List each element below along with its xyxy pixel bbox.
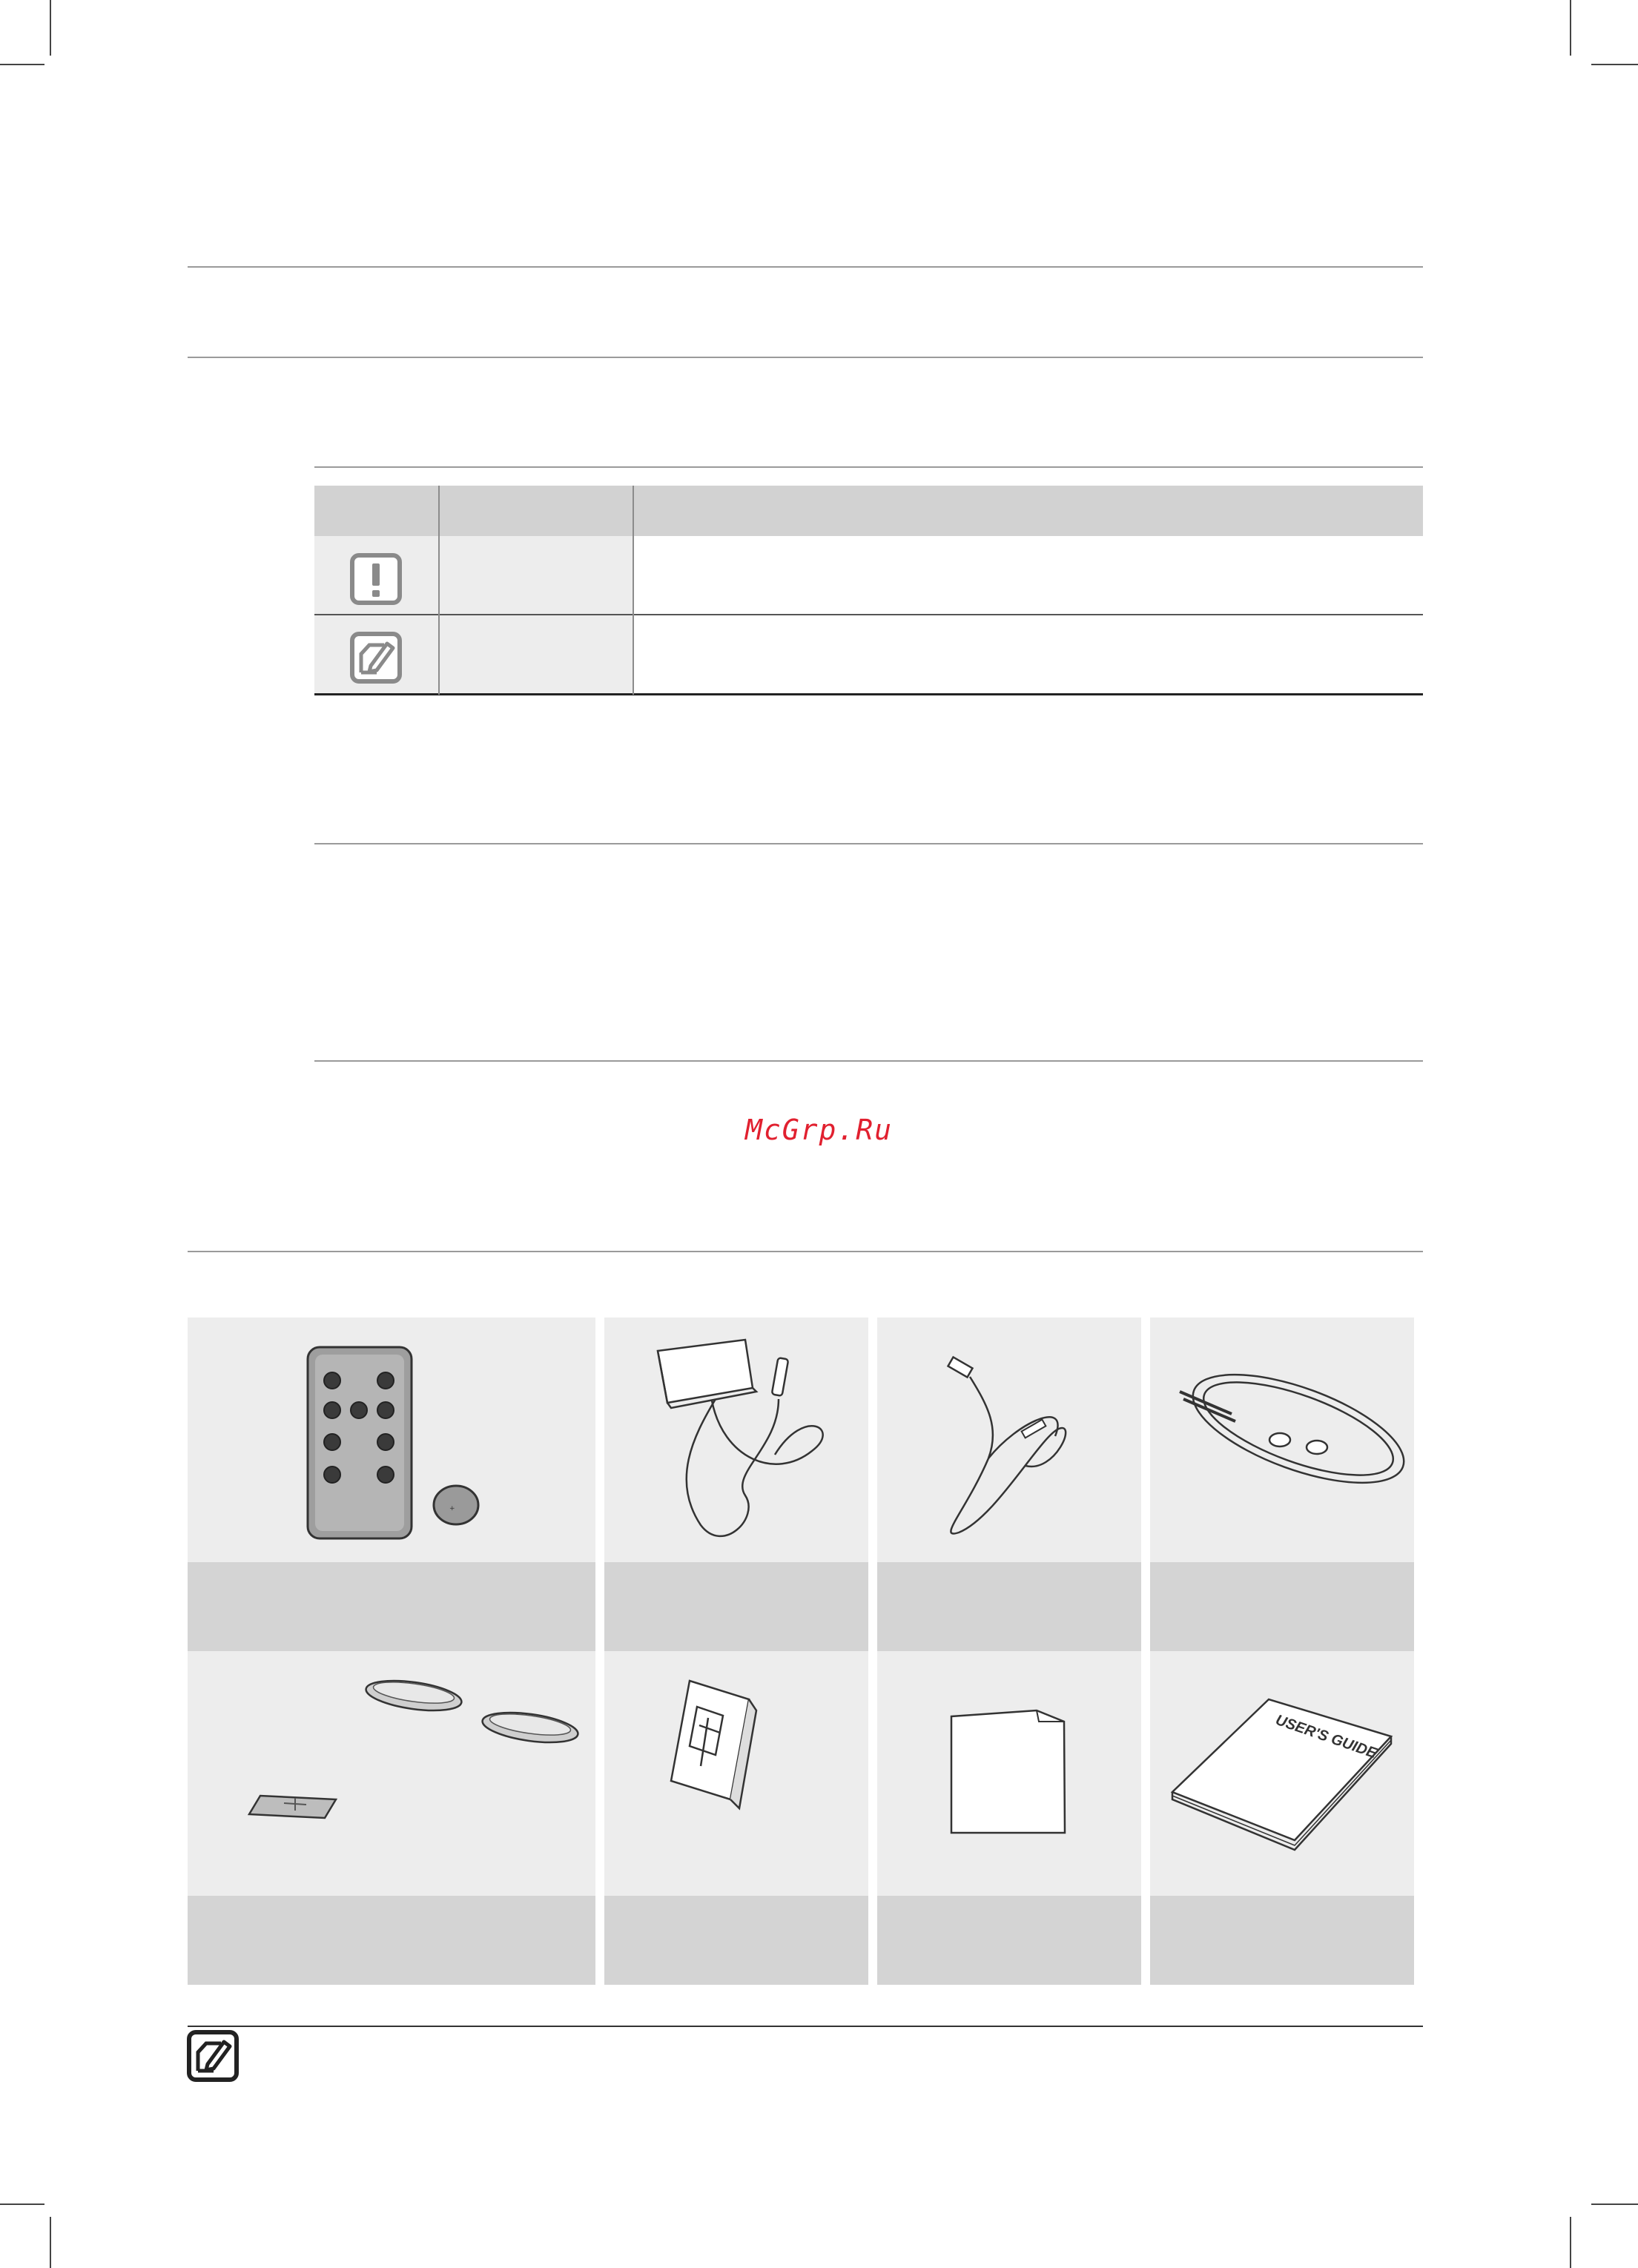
remote-control-icon (188, 1318, 595, 1562)
table-column-divider (633, 486, 634, 695)
crop-mark (0, 2203, 44, 2205)
section-rule-top (188, 357, 1423, 358)
component-cell-adapter (604, 1318, 868, 1562)
component-caption-remote (188, 1562, 595, 1651)
component-caption-adapter (604, 1562, 868, 1651)
component-cell-remote (188, 1318, 595, 1562)
component-cell-card (877, 1651, 1141, 1896)
component-cell-core (604, 1651, 868, 1896)
note-icon (350, 632, 402, 684)
component-caption-card (877, 1896, 1141, 1985)
caution-icon (350, 553, 402, 605)
book-cover-text: USER'S GUIDE (1273, 1711, 1379, 1762)
component-caption-core (604, 1896, 868, 1985)
section-rule-top (188, 266, 1423, 268)
crop-mark (50, 0, 51, 56)
component-cell-pads (188, 1651, 595, 1896)
users-guide-icon (1150, 1651, 1414, 1896)
note-rule (188, 2026, 1423, 2027)
component-cell-audio (1150, 1318, 1414, 1562)
crop-mark (1591, 2203, 1638, 2205)
table-row-caution-term-cell (439, 536, 633, 615)
component-caption-usb (877, 1562, 1141, 1651)
component-cell-guide (1150, 1651, 1414, 1896)
audio-cable-icon (1150, 1318, 1414, 1562)
component-caption-audio (1150, 1562, 1414, 1651)
table-header-row (314, 486, 1423, 536)
warranty-card-icon (877, 1651, 1141, 1896)
note-icon (187, 2030, 239, 2082)
table-row-note-term-cell (439, 615, 633, 694)
crop-mark (1591, 64, 1638, 65)
subsection-rule (314, 1060, 1423, 1062)
table-bottom-rule (314, 693, 1423, 695)
svg-text:+: + (449, 1505, 455, 1512)
power-adapter-icon (604, 1318, 868, 1562)
component-caption-pads (188, 1896, 595, 1985)
crop-mark (1570, 0, 1571, 56)
crop-mark (50, 2217, 51, 2268)
section-rule-components (188, 1251, 1423, 1252)
component-cell-usb (877, 1318, 1141, 1562)
table-top-rule (314, 466, 1423, 468)
crop-mark (1570, 2217, 1571, 2268)
component-caption-guide (1150, 1896, 1414, 1985)
subsection-rule (314, 843, 1423, 844)
crop-mark (0, 64, 44, 65)
toroidal-core-icon (604, 1651, 868, 1896)
usb-cable-icon (877, 1318, 1141, 1562)
watermark-text: McGrp.Ru (744, 1114, 894, 1146)
stand-pads-icon (188, 1651, 595, 1896)
table-column-divider (438, 486, 440, 695)
